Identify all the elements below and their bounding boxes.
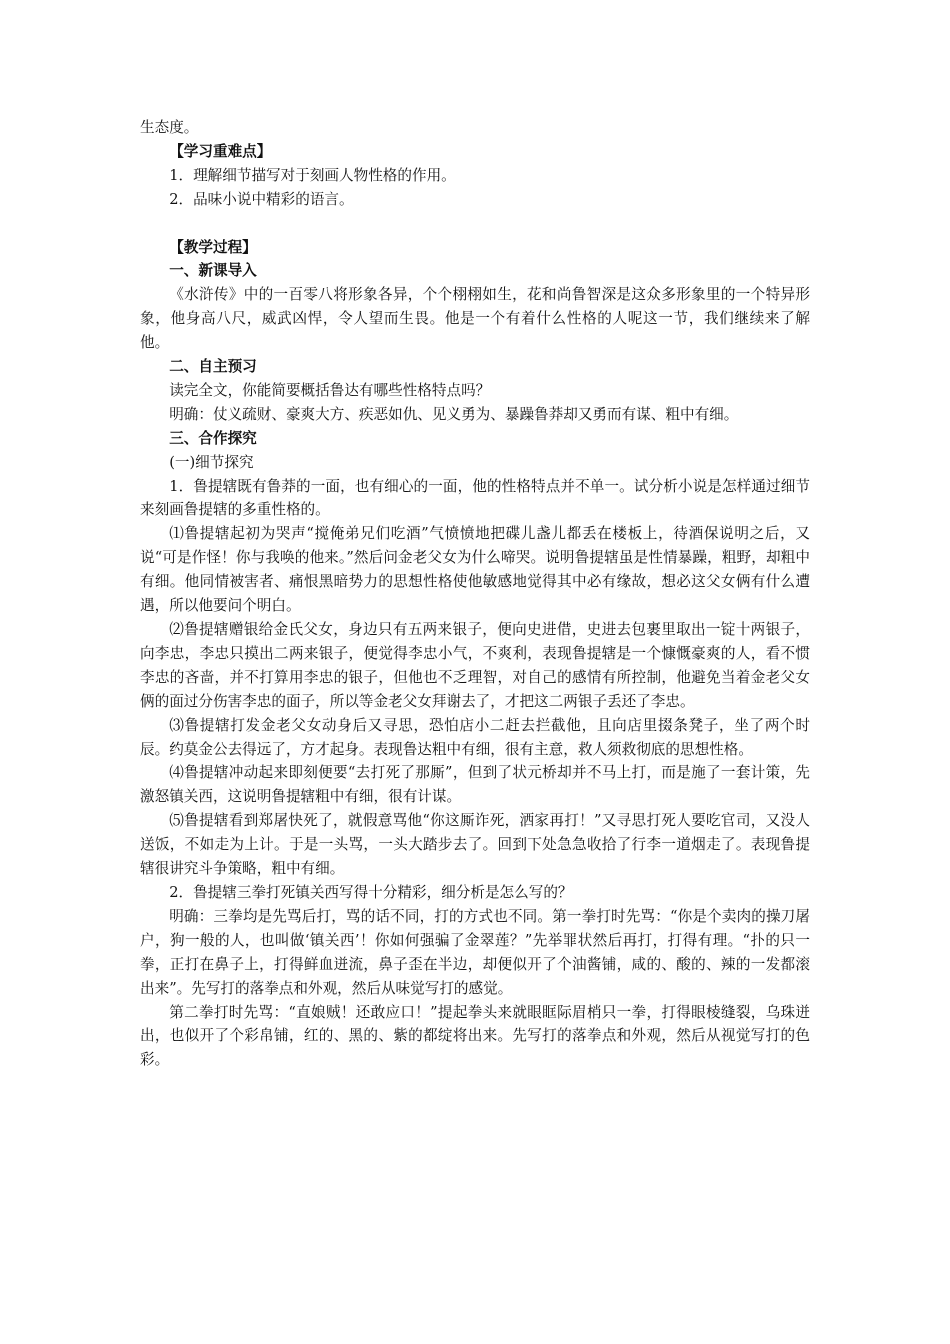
paragraph: 第二拳打时先骂：“直娘贼！还敢应口！”提起拳头来就眼眶际眉梢只一拳，打得眼棱缝裂，乌珠迸出，也似开了个彩帛铺，红的、黑的、紫的都绽将出来。先写打的落拳点和外观，然后从视觉写打的色彩。	[140, 1003, 810, 1069]
subsection-heading: 一、新课导入	[169, 262, 257, 280]
paragraph: 2．鲁提辖三拳打死镇关西写得十分精彩，细分析是怎么写的？	[169, 883, 573, 901]
paragraph: 明确：三拳均是先骂后打，骂的话不同，打的方式也不同。第一拳打时先骂：“你是个卖肉的操刀屠户，狗一般的人，也叫做‘镇关西’！你如何强骗了金翠莲？”先举罪状然后再打，打得有理。“扑的只一拳，正打在鼻子上，打得鲜血迸流，鼻子歪在半边，却便似开了个油酱铺，咸的、酸的、辣的一发都滚出来”。先写打的落拳点和外观，然后从味觉写打的感觉。	[140, 907, 810, 997]
subsection-heading: 三、合作探究	[169, 429, 257, 447]
section-heading-key-points: 【学习重难点】	[169, 142, 272, 160]
blank-line	[140, 212, 810, 236]
paragraph: 明确：仗义疏财、豪爽大方、疾恶如仇、见义勇为、暴躁鲁莽却又勇而有谋、粗中有细。	[169, 405, 739, 423]
paragraph: ⑷鲁提辖冲动起来即刻便要“去打死了那厮”，但到了状元桥却并不马上打，而是施了一套计策，先激怒镇关西，这说明鲁提辖粗中有细，很有计谋。	[140, 764, 810, 806]
paragraph: 1．鲁提辖既有鲁莽的一面，也有细心的一面，他的性格特点并不单一。试分析小说是怎样通过细节来刻画鲁提辖的多重性格的。	[140, 477, 810, 519]
key-point-item: 2．品味小说中精彩的语言。	[169, 190, 354, 208]
section-heading-process: 【教学过程】	[169, 238, 257, 256]
document-page	[140, 116, 810, 1072]
paragraph: 生态度。	[140, 119, 199, 136]
paragraph: 读完全文，你能简要概括鲁达有哪些性格特点吗？	[169, 381, 491, 399]
paragraph: 《水浒传》中的一百零八将形象各异，个个栩栩如生，花和尚鲁智深是这众多形象里的一个特异形象，他身高八尺，威武凶悍，令人望而生畏。他是一个有着什么性格的人呢这一节，我们继续来了解他。	[140, 286, 810, 352]
key-point-item: 1．理解细节描写对于刻画人物性格的作用。	[169, 166, 456, 184]
sub-heading: (一)细节探究	[169, 453, 254, 471]
paragraph: ⑴鲁提辖起初为哭声“搅俺弟兄们吃酒”气愤愤地把碟儿盏儿都丢在楼板上，待酒保说明之后，又说“可是作怪！你与我唤的他来。”然后问金老父女为什么啼哭。说明鲁提辖虽是性情暴躁，粗野，却粗中有细。他同情被害者、痛恨黑暗势力的思想性格使他敏感地觉得其中必有缘故，想必这父女俩有什么遭遇，所以他要问个明白。	[140, 525, 810, 615]
paragraph: ⑵鲁提辖赠银给金氏父女，身边只有五两来银子，便向史进借，史进去包裹里取出一锭十两银子，向李忠，李忠只摸出二两来银子，便觉得李忠小气，不爽利，表现鲁提辖是一个慷慨豪爽的人，看不惯李忠的吝啬，并不打算用李忠的银子，但他也不乏理智，对自己的感情有所控制，他避免当着金老父女俩的面过分伤害李忠的面子，所以等金老父女拜谢去了，才把这二两银子丢还了李忠。	[140, 621, 810, 710]
subsection-heading: 二、自主预习	[169, 358, 257, 376]
paragraph: ⑶鲁提辖打发金老父女动身后又寻思，恐怕店小二赶去拦截他，且向店里掇条凳子，坐了两个时辰。约莫金公去得远了，方才起身。表现鲁达粗中有细，很有主意，救人须救彻底的思想性格。	[140, 716, 810, 758]
paragraph: ⑸鲁提辖看到郑屠快死了，就假意骂他“你这厮诈死，洒家再打！”又寻思打死人要吃官司，又没人送饭，不如走为上计。于是一头骂，一头大踏步去了。回到下处急急收拾了行李一道烟走了。表现鲁提辖很讲究斗争策略，粗中有细。	[140, 812, 810, 878]
